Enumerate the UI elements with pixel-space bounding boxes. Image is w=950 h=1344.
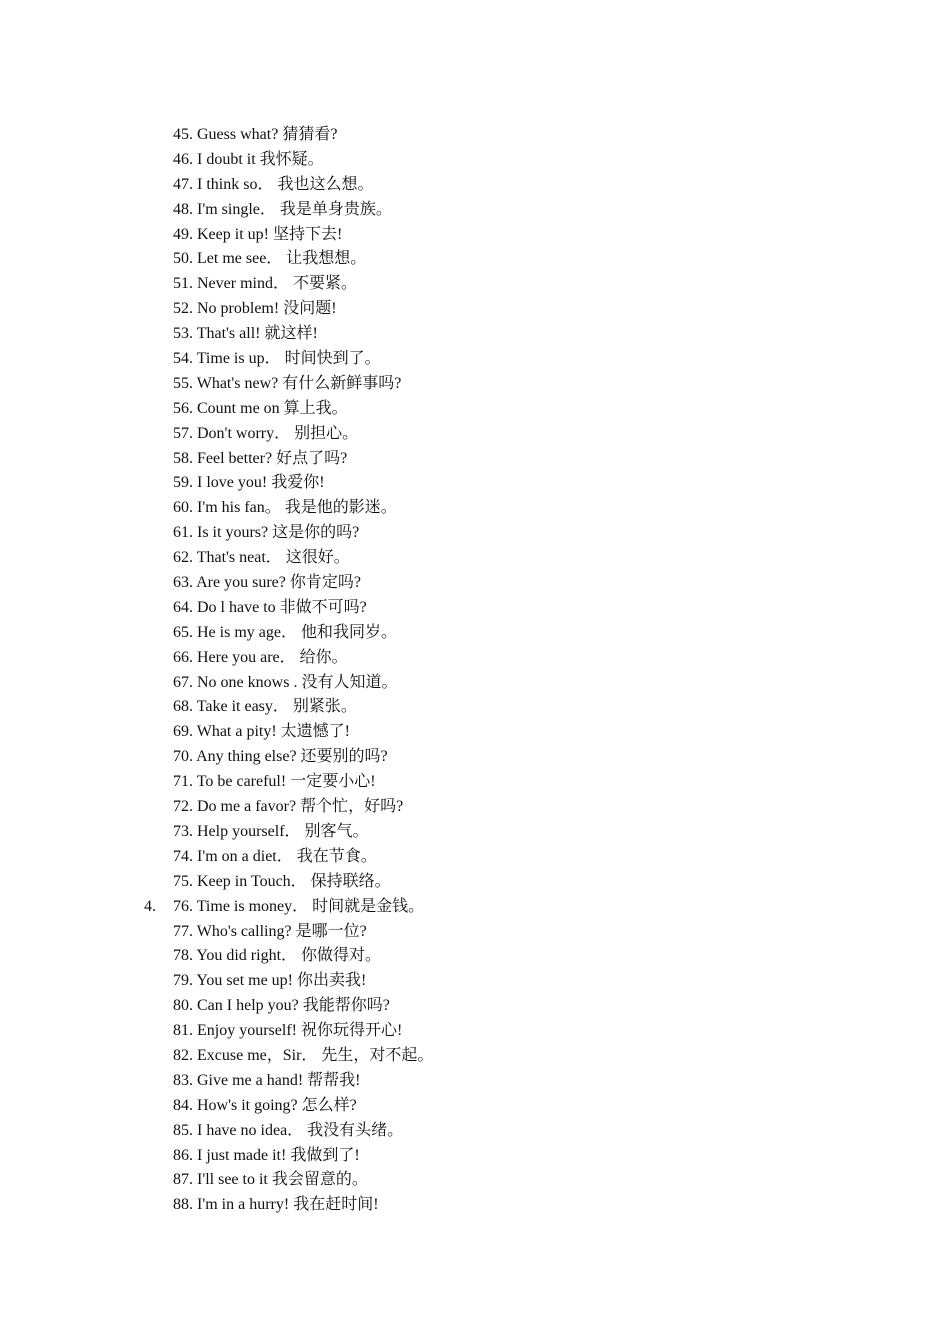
phrase-line bbox=[0, 596, 950, 621]
phrase-line bbox=[0, 820, 950, 845]
phrase-text: 80. Can I help you? 我能帮你吗? bbox=[173, 997, 390, 1015]
phrase-text: 71. To be careful! 一定要小心! bbox=[173, 773, 376, 791]
phrase-line bbox=[0, 1019, 950, 1044]
phrase-line bbox=[0, 223, 950, 248]
phrase-text: 86. I just made it! 我做到了! bbox=[173, 1146, 360, 1164]
phrase-text: 63. Are you sure? 你肯定吗? bbox=[173, 574, 361, 592]
phrase-line bbox=[0, 845, 950, 870]
list-marker: 4. bbox=[144, 897, 156, 915]
phrase-line bbox=[0, 297, 950, 322]
phrase-text: 58. Feel better? 好点了吗? bbox=[173, 449, 348, 467]
phrase-text: 83. Give me a hand! 帮帮我! bbox=[173, 1071, 361, 1089]
phrase-text: 61. Is it yours? 这是你的吗? bbox=[173, 524, 360, 542]
phrase-line bbox=[0, 372, 950, 397]
phrase-line bbox=[0, 1069, 950, 1094]
phrase-line bbox=[0, 521, 950, 546]
phrase-text: 84. How's it going? 怎么样? bbox=[173, 1096, 357, 1114]
phrase-line bbox=[0, 745, 950, 770]
phrase-text: 45. Guess what? 猜猜看? bbox=[173, 126, 338, 143]
phrase-line bbox=[0, 422, 950, 447]
phrase-line bbox=[0, 272, 950, 297]
phrase-text: 59. I love you! 我爱你! bbox=[173, 474, 325, 492]
phrase-line bbox=[0, 247, 950, 272]
phrase-text: 65. He is my age． 他和我同岁。 bbox=[173, 623, 397, 641]
phrase-text: 73. Help yourself． 别客气。 bbox=[173, 822, 369, 840]
phrase-text: 64. Do l have to 非做不可吗? bbox=[173, 598, 367, 616]
phrase-line bbox=[0, 944, 950, 969]
phrase-line bbox=[0, 695, 950, 720]
phrase-text: 53. That's all! 就这样! bbox=[173, 325, 318, 343]
phrase-line bbox=[0, 1168, 950, 1193]
phrase-line bbox=[0, 173, 950, 198]
phrase-line bbox=[0, 1144, 950, 1169]
phrase-text: 87. I'll see to it 我会留意的。 bbox=[173, 1171, 368, 1189]
phrase-line bbox=[0, 1044, 950, 1069]
phrase-text: 54. Time is up． 时间快到了。 bbox=[173, 350, 381, 368]
phrase-text: 70. Any thing else? 还要别的吗? bbox=[173, 748, 388, 766]
phrase-line bbox=[0, 347, 950, 372]
phrase-line bbox=[0, 471, 950, 496]
phrase-text: 74. I'm on a diet． 我在节食。 bbox=[173, 847, 377, 865]
phrase-line bbox=[0, 546, 950, 571]
phrase-line bbox=[0, 322, 950, 347]
phrase-line bbox=[0, 870, 950, 895]
phrase-line bbox=[0, 621, 950, 646]
phrase-text: 81. Enjoy yourself! 祝你玩得开心! bbox=[173, 1022, 403, 1040]
phrase-text: 46. I doubt it 我怀疑。 bbox=[173, 150, 324, 168]
phrase-line bbox=[0, 571, 950, 596]
phrase-text: 47. I think so． 我也这么想。 bbox=[173, 175, 374, 193]
phrase-line bbox=[0, 198, 950, 223]
phrase-text: 76. Time is money． 时间就是金钱。 bbox=[173, 897, 425, 915]
phrase-line bbox=[0, 397, 950, 422]
phrase-line bbox=[0, 123, 950, 148]
phrase-line bbox=[0, 646, 950, 671]
phrase-text: 51. Never mind． 不要紧。 bbox=[173, 275, 357, 293]
phrase-line bbox=[0, 1119, 950, 1144]
phrase-text: 79. You set me up! 你出卖我! bbox=[173, 972, 367, 990]
phrase-text: 48. I'm single． 我是单身贵族。 bbox=[173, 200, 392, 218]
phrase-text: 67. No one knows . 没有人知道。 bbox=[173, 673, 398, 691]
phrase-text: 57. Don't worry． 别担心。 bbox=[173, 424, 359, 442]
phrase-line bbox=[0, 148, 950, 173]
phrase-line bbox=[0, 720, 950, 745]
phrase-text: 49. Keep it up! 坚持下去! bbox=[173, 225, 343, 243]
phrase-text: 55. What's new? 有什么新鲜事吗? bbox=[173, 374, 402, 392]
phrase-text: 72. Do me a favor? 帮个忙，好吗? bbox=[173, 798, 404, 816]
phrase-text: 60. I'm his fan。 我是他的影迷。 bbox=[173, 499, 397, 517]
phrase-text: 82. Excuse me，Sir． 先生，对不起。 bbox=[173, 1046, 434, 1064]
phrase-line bbox=[0, 895, 950, 920]
phrase-text: 50. Let me see． 让我想想。 bbox=[173, 250, 367, 268]
phrase-line bbox=[0, 1193, 950, 1218]
phrase-text: 85. I have no idea． 我没有头绪。 bbox=[173, 1121, 404, 1139]
phrase-list bbox=[0, 123, 950, 1218]
phrase-text: 88. I'm in a hurry! 我在赶时间! bbox=[173, 1196, 379, 1214]
phrase-line bbox=[0, 1094, 950, 1119]
phrase-text: 75. Keep in Touch． 保持联络。 bbox=[173, 872, 391, 890]
phrase-line bbox=[0, 795, 950, 820]
phrase-text: 62. That's neat． 这很好。 bbox=[173, 549, 350, 567]
phrase-line bbox=[0, 496, 950, 521]
phrase-text: 68. Take it easy． 别紧张。 bbox=[173, 698, 357, 716]
phrase-line bbox=[0, 969, 950, 994]
phrase-line bbox=[0, 994, 950, 1019]
phrase-line bbox=[0, 920, 950, 945]
phrase-text: 56. Count me on 算上我。 bbox=[173, 399, 348, 417]
phrase-text: 78. You did right． 你做得对。 bbox=[173, 947, 382, 965]
phrase-line bbox=[0, 770, 950, 795]
phrase-text: 77. Who's calling? 是哪一位? bbox=[173, 922, 367, 940]
phrase-line bbox=[0, 671, 950, 696]
phrase-text: 69. What a pity! 太遗憾了! bbox=[173, 723, 351, 741]
phrase-text: 66. Here you are． 给你。 bbox=[173, 648, 348, 666]
phrase-line bbox=[0, 447, 950, 472]
phrase-text: 52. No problem! 没问题! bbox=[173, 300, 337, 318]
